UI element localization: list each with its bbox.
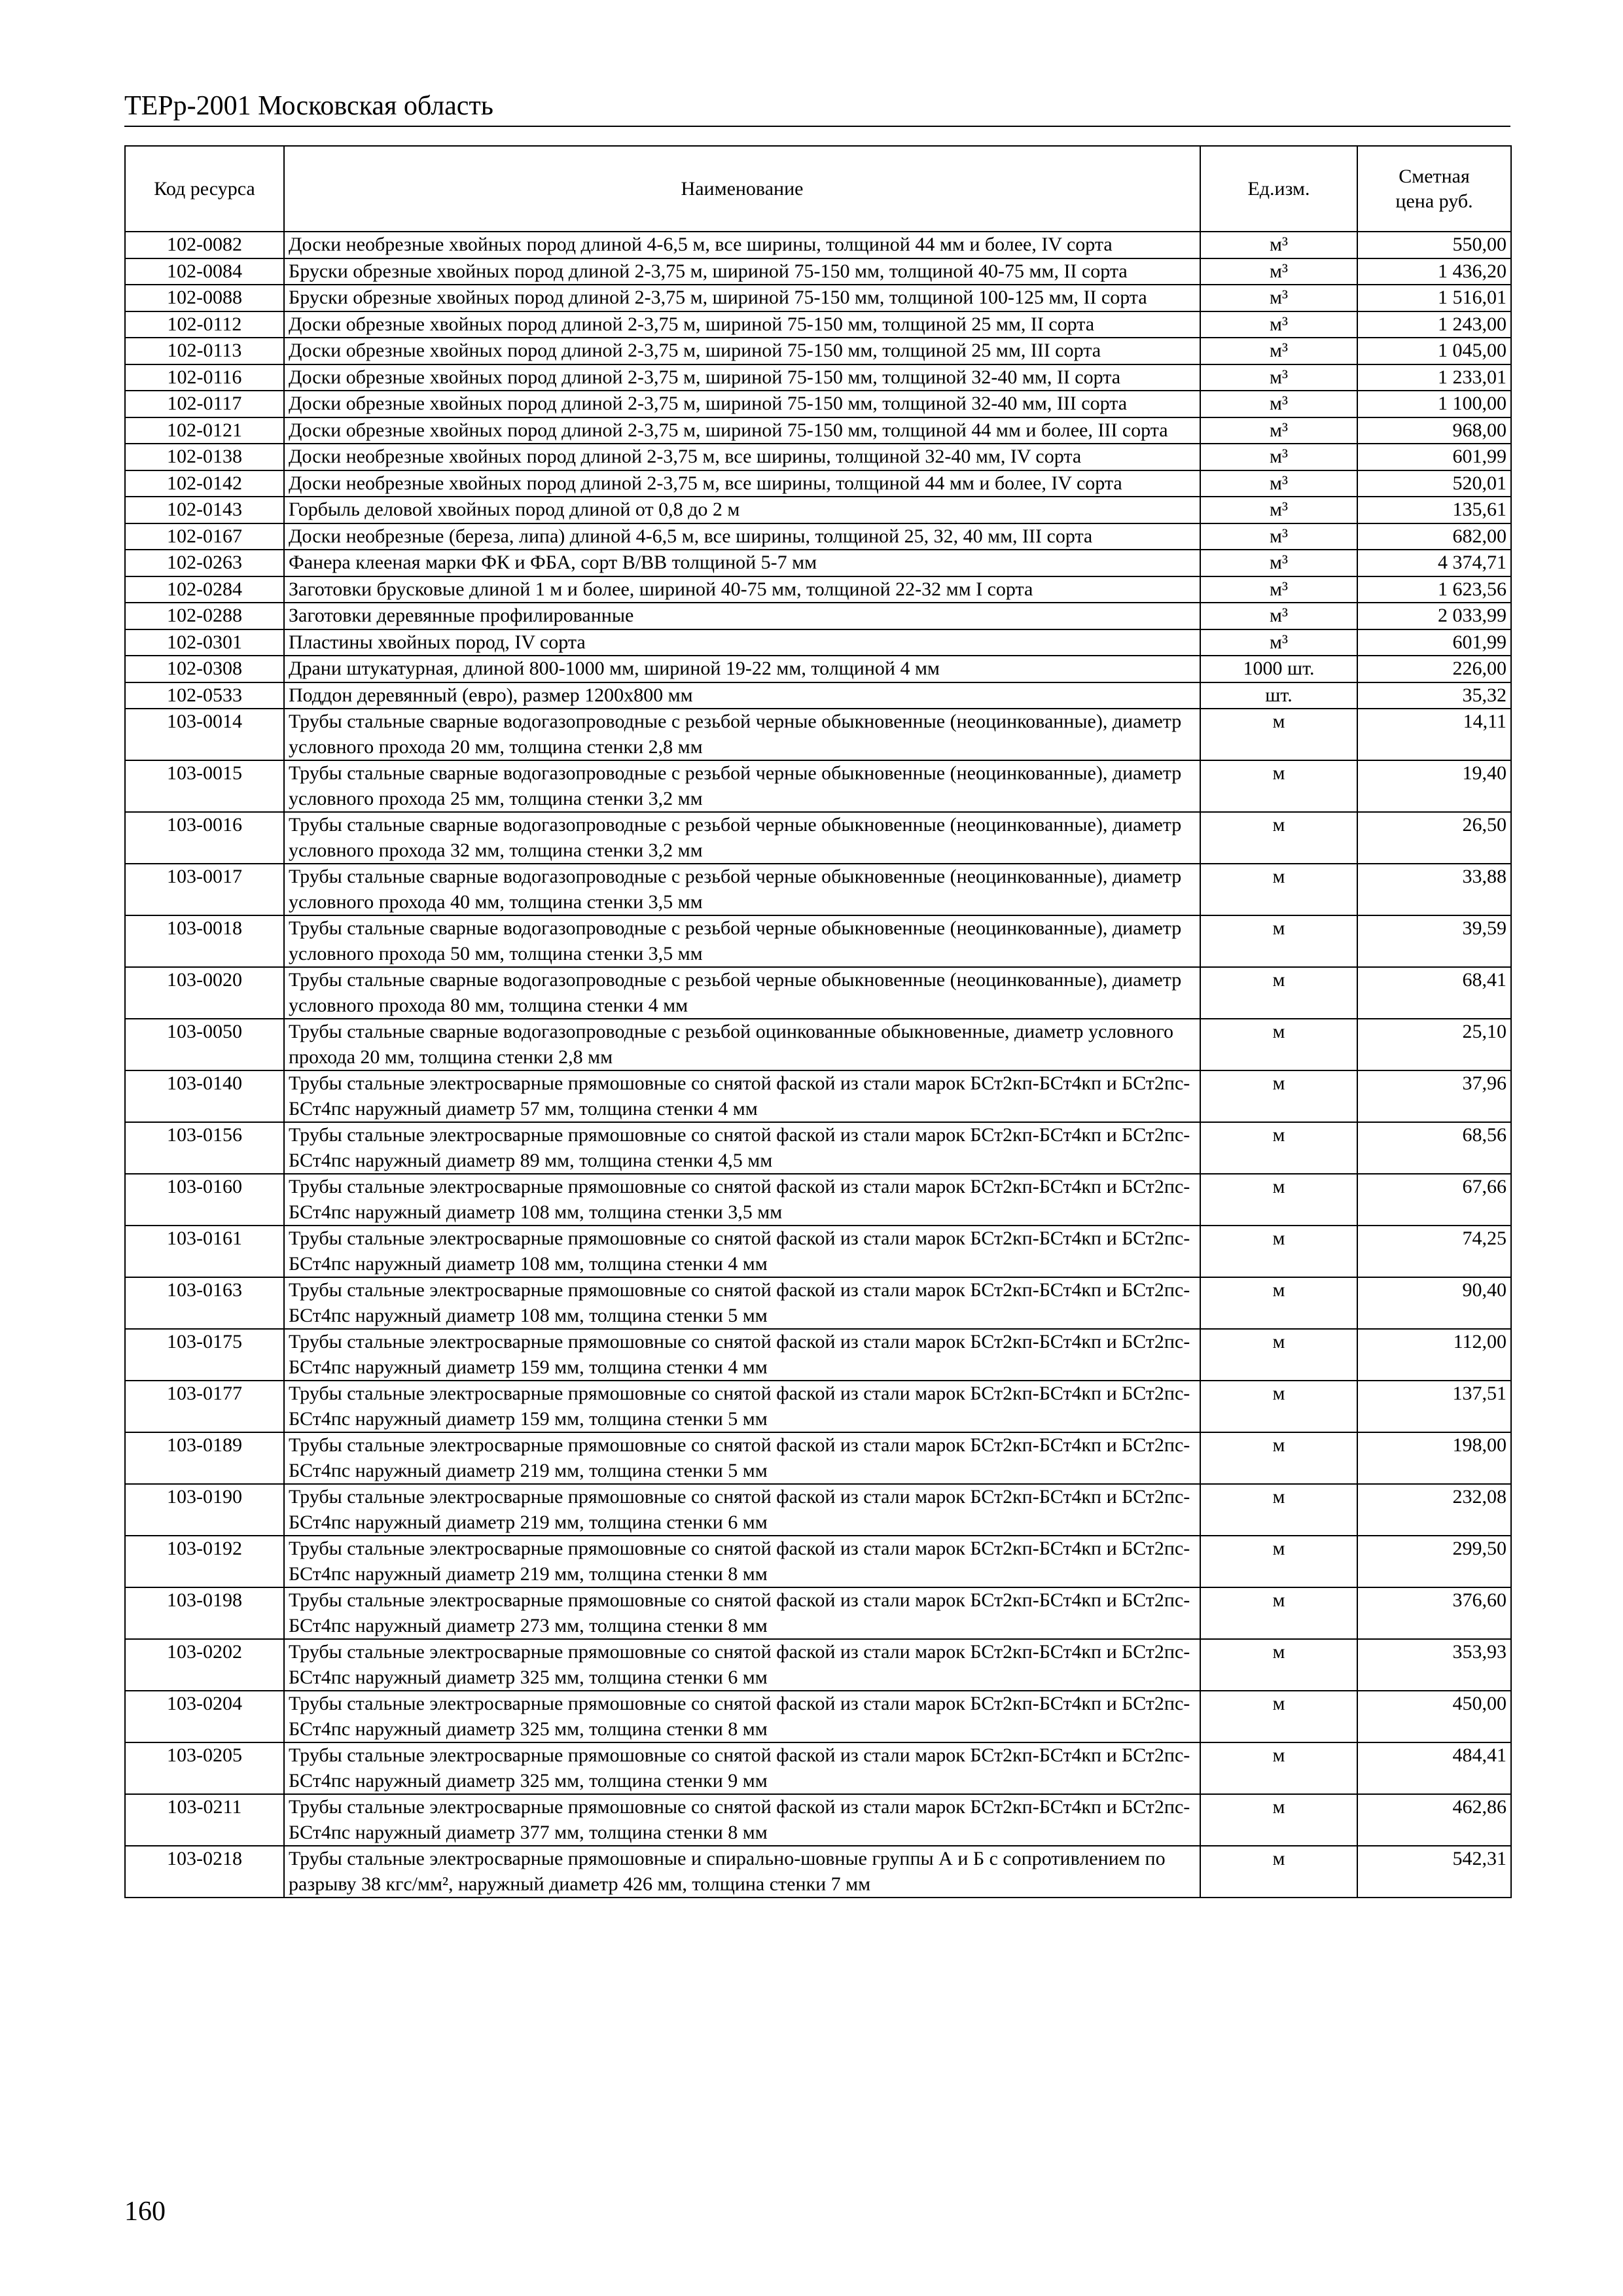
table-header-row xyxy=(125,146,1511,232)
cell-price: 520,01 xyxy=(1357,470,1511,497)
cell-unit: шт. xyxy=(1200,682,1357,709)
cell-price: 353,93 xyxy=(1357,1639,1511,1691)
cell-code: 102-0142 xyxy=(125,470,284,497)
document-title: ТЕРр-2001 Московская область xyxy=(124,91,493,121)
cell-code: 103-0017 xyxy=(125,864,284,915)
column-header-name: Наименование xyxy=(284,146,1200,232)
cell-unit: м³ xyxy=(1200,523,1357,550)
cell-price: 550,00 xyxy=(1357,232,1511,258)
cell-code: 102-0284 xyxy=(125,576,284,603)
table-row xyxy=(125,864,1511,915)
cell-price: 1 100,00 xyxy=(1357,391,1511,417)
cell-unit: м xyxy=(1200,1742,1357,1794)
cell-name: Трубы стальные электросварные прямошовные со снятой фаской из стали марок БСт2кп-БСт4кп и БСт2пс-БСт4пс наружный диаметр 273 мм, толщина стенки 8 мм xyxy=(284,1587,1200,1639)
table-row xyxy=(125,1122,1511,1174)
cell-name: Доски необрезные хвойных пород длиной 2-3,75 м, все ширины, толщиной 44 мм и более, IV сорта xyxy=(284,470,1200,497)
cell-name: Доски обрезные хвойных пород длиной 2-3,75 м, шириной 75-150 мм, толщиной 25 мм, II сорта xyxy=(284,311,1200,338)
cell-code: 102-0308 xyxy=(125,656,284,682)
table-row xyxy=(125,1432,1511,1484)
table-body xyxy=(125,232,1511,1898)
cell-name: Доски необрезные (береза, липа) длиной 4-6,5 м, все ширины, толщиной 25, 32, 40 мм, III сорта xyxy=(284,523,1200,550)
cell-name: Трубы стальные электросварные прямошовные со снятой фаской из стали марок БСт2кп-БСт4кп и БСт2пс-БСт4пс наружный диаметр 108 мм, толщина стенки 5 мм xyxy=(284,1277,1200,1329)
cell-code: 103-0015 xyxy=(125,760,284,812)
cell-name: Трубы стальные сварные водогазопроводные с резьбой черные обыкновенные (неоцинкованные), диаметр условного прохода 32 мм, толщина стенки 3,2 мм xyxy=(284,812,1200,864)
cell-price: 112,00 xyxy=(1357,1329,1511,1381)
cell-code: 102-0301 xyxy=(125,629,284,656)
table-row xyxy=(125,1536,1511,1587)
column-header-price: Сметная цена руб. xyxy=(1357,146,1511,232)
cell-code: 103-0198 xyxy=(125,1587,284,1639)
cell-price: 226,00 xyxy=(1357,656,1511,682)
table-row xyxy=(125,1070,1511,1122)
table-row xyxy=(125,967,1511,1019)
cell-unit: м³ xyxy=(1200,364,1357,391)
cell-code: 103-0018 xyxy=(125,915,284,967)
cell-unit: м³ xyxy=(1200,311,1357,338)
cell-price: 1 045,00 xyxy=(1357,338,1511,364)
cell-price: 37,96 xyxy=(1357,1070,1511,1122)
cell-name: Пластины хвойных пород, IV сорта xyxy=(284,629,1200,656)
table-row xyxy=(125,338,1511,364)
cell-price: 2 033,99 xyxy=(1357,603,1511,629)
cell-name: Доски обрезные хвойных пород длиной 2-3,75 м, шириной 75-150 мм, толщиной 25 мм, III сорта xyxy=(284,338,1200,364)
table-row xyxy=(125,1587,1511,1639)
column-header-code: Код ресурса xyxy=(125,146,284,232)
cell-price: 601,99 xyxy=(1357,629,1511,656)
cell-name: Трубы стальные электросварные прямошовные со снятой фаской из стали марок БСт2кп-БСт4кп и БСт2пс-БСт4пс наружный диаметр 108 мм, толщина стенки 3,5 мм xyxy=(284,1174,1200,1226)
cell-price: 68,41 xyxy=(1357,967,1511,1019)
cell-unit: м xyxy=(1200,1484,1357,1536)
cell-name: Трубы стальные сварные водогазопроводные с резьбой черные обыкновенные (неоцинкованные), диаметр условного прохода 20 мм, толщина стенки 2,8 мм xyxy=(284,709,1200,760)
cell-unit: м³ xyxy=(1200,391,1357,417)
cell-code: 102-0113 xyxy=(125,338,284,364)
cell-code: 103-0211 xyxy=(125,1794,284,1846)
table-row xyxy=(125,1226,1511,1277)
cell-price: 14,11 xyxy=(1357,709,1511,760)
cell-unit: м³ xyxy=(1200,232,1357,258)
cell-code: 103-0140 xyxy=(125,1070,284,1122)
cell-price: 682,00 xyxy=(1357,523,1511,550)
cell-price: 67,66 xyxy=(1357,1174,1511,1226)
table-row xyxy=(125,1691,1511,1742)
cell-unit: м³ xyxy=(1200,338,1357,364)
cell-code: 102-0084 xyxy=(125,258,284,285)
cell-code: 102-0288 xyxy=(125,603,284,629)
cell-code: 103-0204 xyxy=(125,1691,284,1742)
cell-unit: м xyxy=(1200,1639,1357,1691)
cell-code: 103-0014 xyxy=(125,709,284,760)
page-header xyxy=(124,89,1510,127)
cell-price: 135,61 xyxy=(1357,497,1511,523)
cell-price: 1 516,01 xyxy=(1357,285,1511,311)
cell-code: 103-0175 xyxy=(125,1329,284,1381)
cell-unit: м xyxy=(1200,1277,1357,1329)
cell-name: Трубы стальные сварные водогазопроводные с резьбой черные обыкновенные (неоцинкованные), диаметр условного прохода 80 мм, толщина стенки 4 мм xyxy=(284,967,1200,1019)
cell-unit: м xyxy=(1200,1019,1357,1070)
cell-code: 103-0205 xyxy=(125,1742,284,1794)
cell-code: 103-0160 xyxy=(125,1174,284,1226)
table-row xyxy=(125,1484,1511,1536)
cell-code: 102-0143 xyxy=(125,497,284,523)
cell-code: 102-0263 xyxy=(125,550,284,576)
cell-price: 39,59 xyxy=(1357,915,1511,967)
cell-unit: м³ xyxy=(1200,550,1357,576)
table-row xyxy=(125,497,1511,523)
cell-code: 102-0088 xyxy=(125,285,284,311)
table-row xyxy=(125,258,1511,285)
table-row xyxy=(125,1019,1511,1070)
cell-name: Трубы стальные сварные водогазопроводные с резьбой черные обыкновенные (неоцинкованные), диаметр условного прохода 50 мм, толщина стенки 3,5 мм xyxy=(284,915,1200,967)
cell-name: Трубы стальные электросварные прямошовные со снятой фаской из стали марок БСт2кп-БСт4кп и БСт2пс-БСт4пс наружный диаметр 219 мм, толщина стенки 5 мм xyxy=(284,1432,1200,1484)
cell-price: 232,08 xyxy=(1357,1484,1511,1536)
cell-name: Фанера клееная марки ФК и ФБА, сорт В/ВВ толщиной 5-7 мм xyxy=(284,550,1200,576)
cell-code: 103-0218 xyxy=(125,1846,284,1898)
cell-name: Доски обрезные хвойных пород длиной 2-3,75 м, шириной 75-150 мм, толщиной 32-40 мм, II сорта xyxy=(284,364,1200,391)
cell-price: 299,50 xyxy=(1357,1536,1511,1587)
cell-code: 103-0177 xyxy=(125,1381,284,1432)
cell-unit: м xyxy=(1200,915,1357,967)
cell-name: Доски необрезные хвойных пород длиной 2-3,75 м, все ширины, толщиной 32-40 мм, IV сорта xyxy=(284,444,1200,470)
cell-unit: м³ xyxy=(1200,258,1357,285)
table-row xyxy=(125,603,1511,629)
cell-name: Доски обрезные хвойных пород длиной 2-3,75 м, шириной 75-150 мм, толщиной 44 мм и более, III сорта xyxy=(284,417,1200,444)
cell-code: 103-0156 xyxy=(125,1122,284,1174)
cell-code: 103-0161 xyxy=(125,1226,284,1277)
cell-name: Трубы стальные электросварные прямошовные со снятой фаской из стали марок БСт2кп-БСт4кп и БСт2пс-БСт4пс наружный диаметр 89 мм, толщина стенки 4,5 мм xyxy=(284,1122,1200,1174)
cell-code: 102-0116 xyxy=(125,364,284,391)
table-row xyxy=(125,311,1511,338)
cell-unit: м³ xyxy=(1200,444,1357,470)
cell-price: 74,25 xyxy=(1357,1226,1511,1277)
table-row xyxy=(125,1277,1511,1329)
table-row xyxy=(125,391,1511,417)
column-header-unit: Ед.изм. xyxy=(1200,146,1357,232)
cell-unit: м xyxy=(1200,1174,1357,1226)
cell-unit: м xyxy=(1200,1070,1357,1122)
cell-price: 376,60 xyxy=(1357,1587,1511,1639)
cell-name: Трубы стальные электросварные прямошовные со снятой фаской из стали марок БСт2кп-БСт4кп и БСт2пс-БСт4пс наружный диаметр 325 мм, толщина стенки 6 мм xyxy=(284,1639,1200,1691)
cell-unit: м xyxy=(1200,1587,1357,1639)
cell-price: 462,86 xyxy=(1357,1794,1511,1846)
cell-unit: м xyxy=(1200,1432,1357,1484)
cell-unit: м³ xyxy=(1200,603,1357,629)
cell-unit: м xyxy=(1200,967,1357,1019)
table-row xyxy=(125,812,1511,864)
cell-name: Горбыль деловой хвойных пород длиной от 0,8 до 2 м xyxy=(284,497,1200,523)
cell-unit: м xyxy=(1200,1794,1357,1846)
cell-unit: м³ xyxy=(1200,629,1357,656)
table-row xyxy=(125,1794,1511,1846)
cell-name: Трубы стальные электросварные прямошовные со снятой фаской из стали марок БСт2кп-БСт4кп и БСт2пс-БСт4пс наружный диаметр 325 мм, толщина стенки 8 мм xyxy=(284,1691,1200,1742)
cell-price: 33,88 xyxy=(1357,864,1511,915)
cell-name: Заготовки брусковые длиной 1 м и более, шириной 40-75 мм, толщиной 22-32 мм I сорта xyxy=(284,576,1200,603)
cell-unit: м xyxy=(1200,1226,1357,1277)
cell-price: 26,50 xyxy=(1357,812,1511,864)
table-row xyxy=(125,656,1511,682)
table-row xyxy=(125,915,1511,967)
cell-price: 450,00 xyxy=(1357,1691,1511,1742)
cell-code: 102-0138 xyxy=(125,444,284,470)
cell-name: Трубы стальные электросварные прямошовные со снятой фаской из стали марок БСт2кп-БСт4кп и БСт2пс-БСт4пс наружный диаметр 325 мм, толщина стенки 9 мм xyxy=(284,1742,1200,1794)
cell-unit: м³ xyxy=(1200,417,1357,444)
cell-name: Трубы стальные электросварные прямошовные со снятой фаской из стали марок БСт2кп-БСт4кп и БСт2пс-БСт4пс наружный диаметр 219 мм, толщина стенки 6 мм xyxy=(284,1484,1200,1536)
cell-price: 4 374,71 xyxy=(1357,550,1511,576)
table-row xyxy=(125,629,1511,656)
cell-unit: м xyxy=(1200,1329,1357,1381)
cell-name: Доски обрезные хвойных пород длиной 2-3,75 м, шириной 75-150 мм, толщиной 32-40 мм, III сорта xyxy=(284,391,1200,417)
cell-code: 103-0202 xyxy=(125,1639,284,1691)
cell-price: 1 243,00 xyxy=(1357,311,1511,338)
cell-unit: м xyxy=(1200,1381,1357,1432)
cell-unit: м xyxy=(1200,1536,1357,1587)
table-row xyxy=(125,1381,1511,1432)
cell-unit: м xyxy=(1200,709,1357,760)
table-row xyxy=(125,1639,1511,1691)
cell-name: Трубы стальные электросварные прямошовные со снятой фаской из стали марок БСт2кп-БСт4кп и БСт2пс-БСт4пс наружный диаметр 108 мм, толщина стенки 4 мм xyxy=(284,1226,1200,1277)
cell-price: 137,51 xyxy=(1357,1381,1511,1432)
cell-name: Трубы стальные электросварные прямошовные и спирально-шовные группы А и Б с сопротивлением по разрыву 38 кгс/мм², наружный диаметр 426 мм, толщина стенки 7 мм xyxy=(284,1846,1200,1898)
cell-price: 968,00 xyxy=(1357,417,1511,444)
cell-code: 102-0533 xyxy=(125,682,284,709)
cell-unit: м xyxy=(1200,864,1357,915)
cell-unit: м xyxy=(1200,760,1357,812)
cell-name: Драни штукатурная, длиной 800-1000 мм, шириной 19-22 мм, толщиной 4 мм xyxy=(284,656,1200,682)
cell-code: 103-0020 xyxy=(125,967,284,1019)
cell-unit: м³ xyxy=(1200,497,1357,523)
cell-name: Трубы стальные электросварные прямошовные со снятой фаской из стали марок БСт2кп-БСт4кп и БСт2пс-БСт4пс наружный диаметр 159 мм, толщина стенки 5 мм xyxy=(284,1381,1200,1432)
cell-price: 1 436,20 xyxy=(1357,258,1511,285)
cell-code: 102-0167 xyxy=(125,523,284,550)
cell-name: Бруски обрезные хвойных пород длиной 2-3,75 м, шириной 75-150 мм, толщиной 40-75 мм, II сорта xyxy=(284,258,1200,285)
cell-code: 103-0016 xyxy=(125,812,284,864)
cell-price: 484,41 xyxy=(1357,1742,1511,1794)
cell-price: 542,31 xyxy=(1357,1846,1511,1898)
table-row xyxy=(125,364,1511,391)
table-row xyxy=(125,417,1511,444)
cell-price: 19,40 xyxy=(1357,760,1511,812)
price-table xyxy=(124,145,1512,1898)
cell-price: 25,10 xyxy=(1357,1019,1511,1070)
cell-name: Трубы стальные сварные водогазопроводные с резьбой черные обыкновенные (неоцинкованные), диаметр условного прохода 40 мм, толщина стенки 3,5 мм xyxy=(284,864,1200,915)
cell-unit: м xyxy=(1200,1122,1357,1174)
table-row xyxy=(125,682,1511,709)
cell-code: 103-0190 xyxy=(125,1484,284,1536)
cell-price: 198,00 xyxy=(1357,1432,1511,1484)
cell-price: 90,40 xyxy=(1357,1277,1511,1329)
table-row xyxy=(125,1329,1511,1381)
table-row xyxy=(125,470,1511,497)
cell-unit: м³ xyxy=(1200,470,1357,497)
cell-code: 102-0121 xyxy=(125,417,284,444)
cell-price: 1 623,56 xyxy=(1357,576,1511,603)
table-row xyxy=(125,576,1511,603)
cell-name: Заготовки деревянные профилированные xyxy=(284,603,1200,629)
cell-code: 103-0050 xyxy=(125,1019,284,1070)
table-row xyxy=(125,1846,1511,1898)
table-row xyxy=(125,285,1511,311)
table-row xyxy=(125,444,1511,470)
table-row xyxy=(125,760,1511,812)
table-row xyxy=(125,550,1511,576)
cell-unit: м xyxy=(1200,812,1357,864)
cell-code: 102-0112 xyxy=(125,311,284,338)
cell-code: 103-0189 xyxy=(125,1432,284,1484)
price-table-container xyxy=(124,145,1510,1898)
cell-code: 102-0082 xyxy=(125,232,284,258)
cell-price: 35,32 xyxy=(1357,682,1511,709)
cell-name: Трубы стальные электросварные прямошовные со снятой фаской из стали марок БСт2кп-БСт4кп и БСт2пс-БСт4пс наружный диаметр 57 мм, толщина стенки 4 мм xyxy=(284,1070,1200,1122)
cell-price: 601,99 xyxy=(1357,444,1511,470)
page-number: 160 xyxy=(124,2197,166,2227)
cell-code: 103-0192 xyxy=(125,1536,284,1587)
cell-price: 68,56 xyxy=(1357,1122,1511,1174)
cell-code: 102-0117 xyxy=(125,391,284,417)
table-row xyxy=(125,1742,1511,1794)
cell-unit: м xyxy=(1200,1846,1357,1898)
cell-name: Доски необрезные хвойных пород длиной 4-6,5 м, все ширины, толщиной 44 мм и более, IV сорта xyxy=(284,232,1200,258)
cell-unit: м³ xyxy=(1200,285,1357,311)
cell-unit: м xyxy=(1200,1691,1357,1742)
table-row xyxy=(125,523,1511,550)
cell-name: Трубы стальные электросварные прямошовные со снятой фаской из стали марок БСт2кп-БСт4кп и БСт2пс-БСт4пс наружный диаметр 159 мм, толщина стенки 4 мм xyxy=(284,1329,1200,1381)
table-row xyxy=(125,232,1511,258)
cell-name: Трубы стальные электросварные прямошовные со снятой фаской из стали марок БСт2кп-БСт4кп и БСт2пс-БСт4пс наружный диаметр 377 мм, толщина стенки 8 мм xyxy=(284,1794,1200,1846)
cell-name: Поддон деревянный (евро), размер 1200х800 мм xyxy=(284,682,1200,709)
table-row xyxy=(125,1174,1511,1226)
cell-unit: 1000 шт. xyxy=(1200,656,1357,682)
cell-name: Бруски обрезные хвойных пород длиной 2-3,75 м, шириной 75-150 мм, толщиной 100-125 мм, II сорта xyxy=(284,285,1200,311)
cell-name: Трубы стальные сварные водогазопроводные с резьбой оцинкованные обыкновенные, диаметр условного прохода 20 мм, толщина стенки 2,8 мм xyxy=(284,1019,1200,1070)
cell-price: 1 233,01 xyxy=(1357,364,1511,391)
cell-code: 103-0163 xyxy=(125,1277,284,1329)
table-row xyxy=(125,709,1511,760)
cell-unit: м³ xyxy=(1200,576,1357,603)
cell-name: Трубы стальные электросварные прямошовные со снятой фаской из стали марок БСт2кп-БСт4кп и БСт2пс-БСт4пс наружный диаметр 219 мм, толщина стенки 8 мм xyxy=(284,1536,1200,1587)
cell-name: Трубы стальные сварные водогазопроводные с резьбой черные обыкновенные (неоцинкованные), диаметр условного прохода 25 мм, толщина стенки 3,2 мм xyxy=(284,760,1200,812)
